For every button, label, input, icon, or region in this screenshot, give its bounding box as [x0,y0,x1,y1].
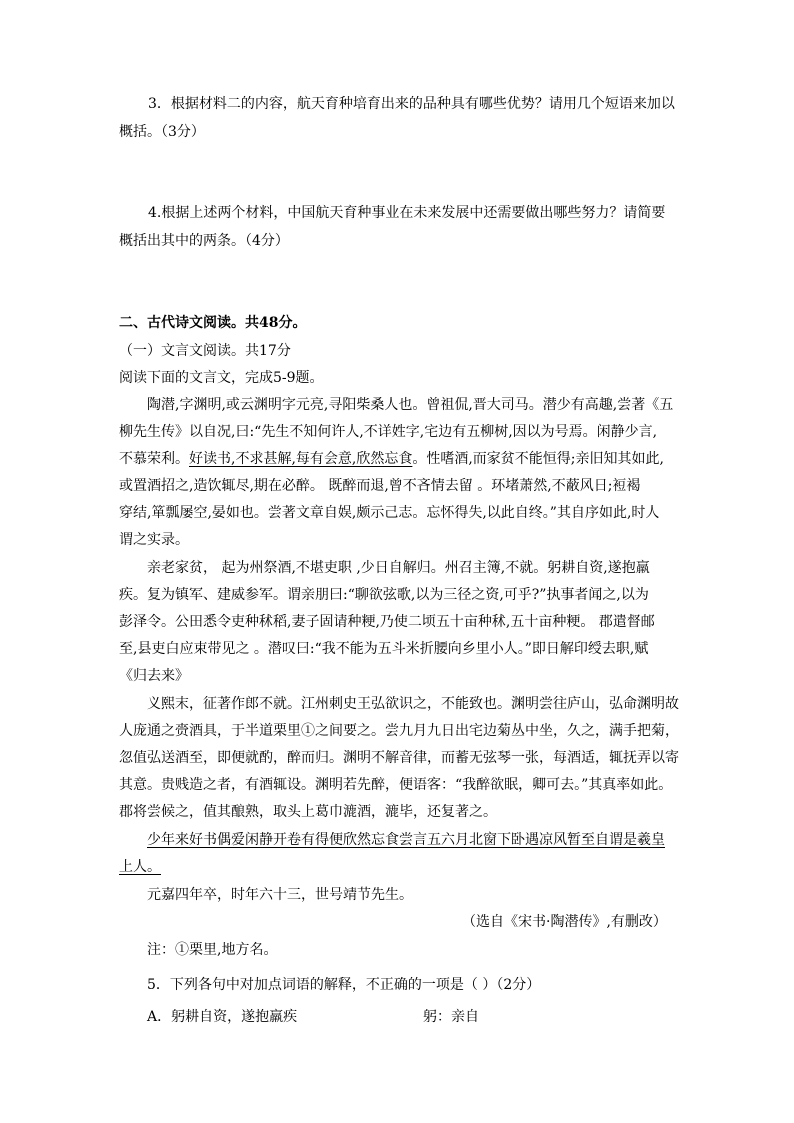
subsection-heading: （一）文言文阅读。共17分 [119,343,291,359]
passage-line: 或置酒招之,造饮辄尽,期在必醉。 既醉而退,曾不吝情去留 。环堵萧然,不蔽风日;裋褐 [119,478,641,494]
passage-line: 元嘉四年卒，时年六十三，世号靖节先生。 [147,887,413,903]
passage-line: 义熙末，征著作郎不就。江州刺史王弘欲识之，不能致也。渊明尝往庐山，弘命渊明故 [147,696,679,712]
question-3-line-1: 3．根据材料二的内容，航天育种培育出来的品种具有哪些优势？请用几个短语来加以 [148,96,675,112]
passage-line: 忽值弘送酒至，即便就酌，醉而归。渊明不解音律，而蓄无弦琴一张，每酒适，辄抚弄以寄 [119,750,679,766]
passage-text: 。性嗜酒,而家贫不能恒得;亲旧知其如此, [412,451,664,467]
passage-line: 陶潜,字渊明,或云渊明字元亮,寻阳柴桑人也。曾祖侃,晋大司马。潜少有高趣,尝著《五 [147,397,674,413]
question-4-line-2: 概括出其中的两条。（4分） [119,233,289,249]
footnote: 注：①栗里,地方名。 [147,942,278,958]
passage-text: 不慕荣利。 [119,451,189,467]
passage-line: 彭泽令。公田悉令吏种秫稻,妻子固请种粳,乃使二顷五十亩种秫,五十亩种粳。 郡遣督邮 [119,614,655,630]
passage-line: 人庞通之赍酒具，于半道栗里①之间要之。尝九月九日出宅边菊丛中坐，久之，满手把菊， [119,723,679,739]
passage-line: 柳先生传》以自况,曰:“先生不知何许人,不详姓字,宅边有五柳树,因以为号焉。闲静少言, [119,424,658,440]
reading-instruction: 阅读下面的文言文，完成5-9题。 [119,370,324,386]
underlined-passage-line: 少年来好书偶爱闲静开卷有得便欣然忘食尝言五六月北窗下卧遇凉风暂至自谓是羲皇 [147,832,665,848]
passage-line: 穿结,箪瓢屡空,晏如也。尝著文章自娱,颇示己志。忘怀得失,以此自终。”其自序如此,时人 [119,505,660,521]
section-heading: 二、古代诗文阅读。共48分。 [119,315,307,331]
passage-line: 疾。复为镇军、建威参军。谓亲朋曰:“聊欲弦歌,以为三径之资,可乎?”执事者闻之,以为 [119,587,649,603]
option-a-gloss: 躬：亲自 [423,1009,479,1025]
passage-line: 亲老家贫， 起为州祭酒,不堪吏职 ,少日自解归。州召主簿,不就。躬耕自资,遂抱羸 [147,560,650,576]
question-3-line-2: 概括。（3分） [119,124,205,140]
passage-line: 其意。贵贱造之者，有酒辄设。渊明若先醉，便语客：“我醉欲眠，卿可去。”其真率如此。 [119,777,673,793]
passage-line: 至,县吏白应束带见之 。潜叹曰:“我不能为五斗米折腰向乡里小人。”即日解印绶去职,赋 [119,641,649,657]
underlined-passage-line: 上人。 [119,859,161,875]
source-citation: （选自《宋书·陶潜传》,有删改） [462,914,667,930]
question-5-stem: 5．下列各句中对加点词语的解释，不正确的一项是（ ）（2分） [147,977,541,993]
passage-line [119,449,664,469]
passage-line: 《归去来》 [119,668,189,684]
question-4-line-1: 4.根据上述两个材料，中国航天育种事业在未来发展中还需要做出哪些努力？请简要 [148,205,666,221]
option-a: A．躬耕自资，遂抱羸疾 [147,1009,298,1025]
passage-line: 谓之实录。 [119,532,189,548]
passage-line: 郡将尝候之，值其酿熟，取头上葛巾漉酒，漉毕，还复著之。 [119,804,497,820]
underlined-sentence: 好读书,不求甚解,每有会意,欣然忘食 [189,451,413,467]
